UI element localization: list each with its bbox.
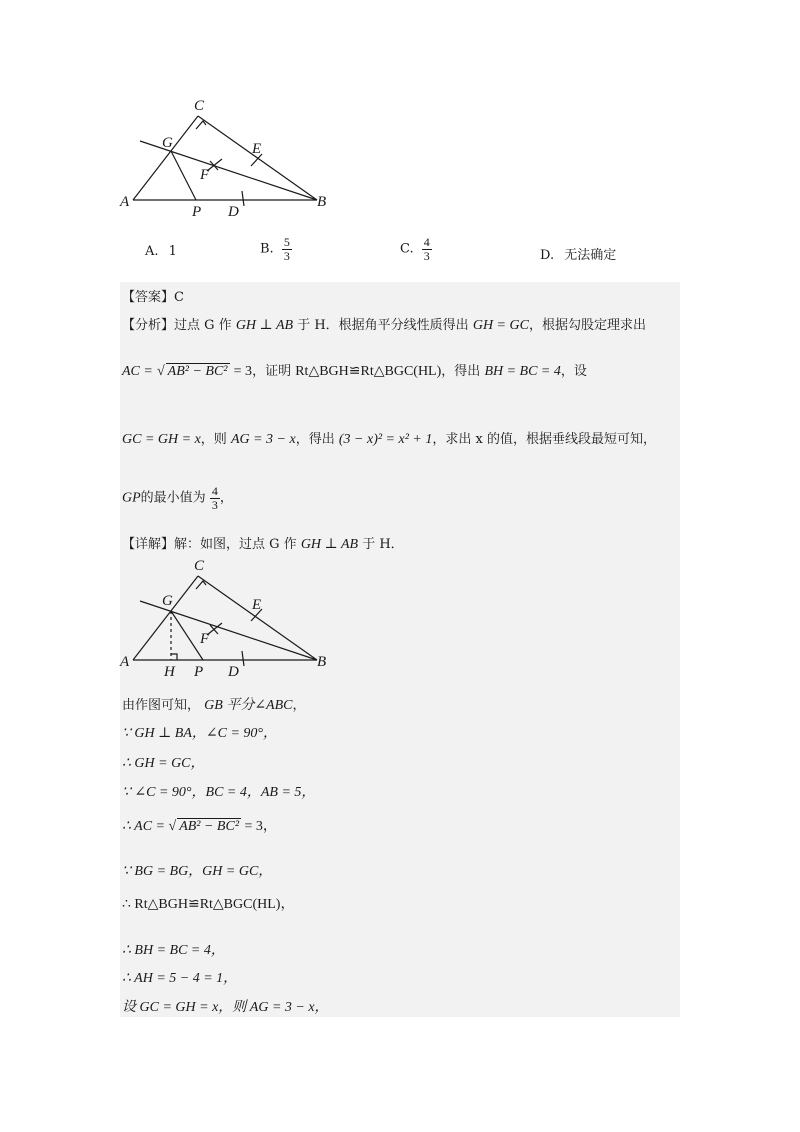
analysis-line-4 [122, 485, 233, 511]
option-d[interactable] [540, 244, 616, 263]
analysis-line-1 [122, 314, 646, 334]
option-d-letter: D. [540, 248, 555, 263]
option-a[interactable] [145, 244, 177, 259]
detail-label-f: F [200, 631, 210, 647]
detail-label-b: B [317, 654, 327, 670]
label-g: G [162, 135, 173, 151]
triangle-figure-top [110, 95, 340, 220]
analysis-min-fraction [210, 485, 220, 511]
option-c-numerator: 4 [423, 235, 430, 249]
detail-step-4: ∵ ∠C = 90°，BC = 4，AB = 5， [122, 785, 316, 800]
detail-s1-b: ， [292, 698, 306, 713]
detail-label-d: D [228, 664, 239, 680]
analysis-gc: GC = GH = x [122, 432, 201, 447]
detail-step-8: ∴ BH = BC = 4， [122, 943, 225, 958]
label-d: D [228, 204, 239, 220]
detail-label-e: E [252, 597, 262, 613]
analysis-set: ，设 [560, 364, 587, 379]
detail-step-1 [122, 694, 306, 714]
detail-s1-math: GB 平分∠ABC [204, 698, 293, 713]
analysis-l1-b: 于 H．根据角平分线性质得出 [297, 318, 469, 333]
analysis-then: ，则 [200, 432, 227, 447]
detail-step-9: ∴ AH = 5 − 4 = 1， [122, 971, 238, 986]
detail-step-3: ∴ GH = GC， [122, 756, 205, 771]
detail-line-1 [122, 533, 404, 553]
analysis-min-den: 3 [211, 497, 218, 512]
detail-step-5: ∴ AC = √ AB² − BC² = 3， [122, 819, 277, 834]
analysis-tag: 【分析】 [122, 318, 175, 333]
analysis-get: ，得出 [441, 364, 481, 379]
label-p: P [192, 204, 202, 220]
option-a-letter: A. [145, 244, 159, 259]
analysis-prove: ，证明 [252, 364, 292, 379]
analysis-congruence: Rt△BGH≌Rt△BGC(HL) [295, 364, 442, 379]
analysis-radicand: AB² − BC² [167, 364, 228, 379]
detail-step-7: ∴ Rt△BGH≌Rt△BGC(HL)， [122, 897, 295, 912]
analysis-l1-math2: GH = GC [472, 318, 529, 333]
analysis-l1-c: ，根据勾股定理求出 [528, 318, 646, 333]
detail-l1-b: 于 H． [362, 537, 404, 552]
option-b[interactable] [260, 236, 292, 262]
analysis-get2: ，得出 [295, 432, 335, 447]
detail-s5-radicand: AB² − BC² [179, 819, 240, 834]
detail-step-6: ∵ BG = BG，GH = GC， [122, 864, 273, 879]
label-b: B [317, 194, 327, 210]
detail-l1-math: GH ⊥ AB [300, 537, 359, 552]
analysis-bh: BH = BC = 4 [484, 364, 561, 379]
label-f: F [200, 167, 210, 183]
analysis-l1-math1: GH ⊥ AB [235, 318, 294, 333]
option-c-denominator: 3 [423, 248, 430, 263]
analysis-rest: ，求出 x 的值，根据垂线段最短可知， [432, 432, 656, 447]
option-d-value: 无法确定 [564, 248, 617, 263]
detail-label-c: C [194, 558, 205, 574]
detail-s5-b: = 3， [244, 819, 277, 834]
answer-value: C [174, 290, 184, 305]
option-b-fraction [282, 236, 292, 262]
detail-step-10: 设 GC = GH = x，则 AG = 3 − x， [122, 1000, 329, 1015]
answer-tag: 【答案】 [122, 290, 175, 305]
option-c-fraction [422, 236, 432, 262]
detail-l1-a: 解：如图，过点 G 作 [174, 537, 297, 552]
label-e: E [252, 141, 262, 157]
analysis-end: ， [219, 490, 233, 506]
analysis-min: 的最小值为 [140, 490, 206, 506]
analysis-line-2 [122, 360, 587, 380]
triangle-figure-detail [110, 555, 340, 680]
answer-line [122, 286, 184, 305]
detail-step-2: ∵ GH ⊥ BA，∠C = 90°， [122, 726, 278, 741]
detail-label-g: G [162, 593, 173, 609]
detail-tag: 【详解】 [122, 537, 175, 552]
analysis-line-3 [122, 428, 656, 448]
option-b-letter: B. [260, 241, 274, 257]
analysis-sqrt: √ AB² − BC² [156, 364, 228, 379]
analysis-min-num: 4 [211, 484, 218, 498]
detail-s1-a: 由作图可知， [122, 698, 201, 713]
analysis-ac: AC = [122, 364, 153, 379]
detail-label-p: P [194, 664, 204, 680]
option-a-value: 1 [168, 244, 177, 259]
option-b-denominator: 3 [283, 248, 290, 263]
analysis-gp: GP [122, 490, 141, 506]
label-a: A [120, 194, 130, 210]
detail-label-a: A [120, 654, 130, 670]
analysis-l1-a: 过点 G 作 [174, 318, 232, 333]
option-c[interactable] [400, 236, 432, 262]
analysis-ag: AG = 3 − x [230, 432, 296, 447]
label-c: C [194, 98, 205, 114]
detail-s5-a: ∴ AC = [122, 819, 165, 834]
option-b-numerator: 5 [283, 235, 290, 249]
option-c-letter: C. [400, 241, 414, 257]
detail-label-h: H [164, 664, 175, 680]
analysis-equation: (3 − x)² = x² + 1 [338, 432, 433, 447]
analysis-eq3: = 3 [233, 364, 253, 379]
